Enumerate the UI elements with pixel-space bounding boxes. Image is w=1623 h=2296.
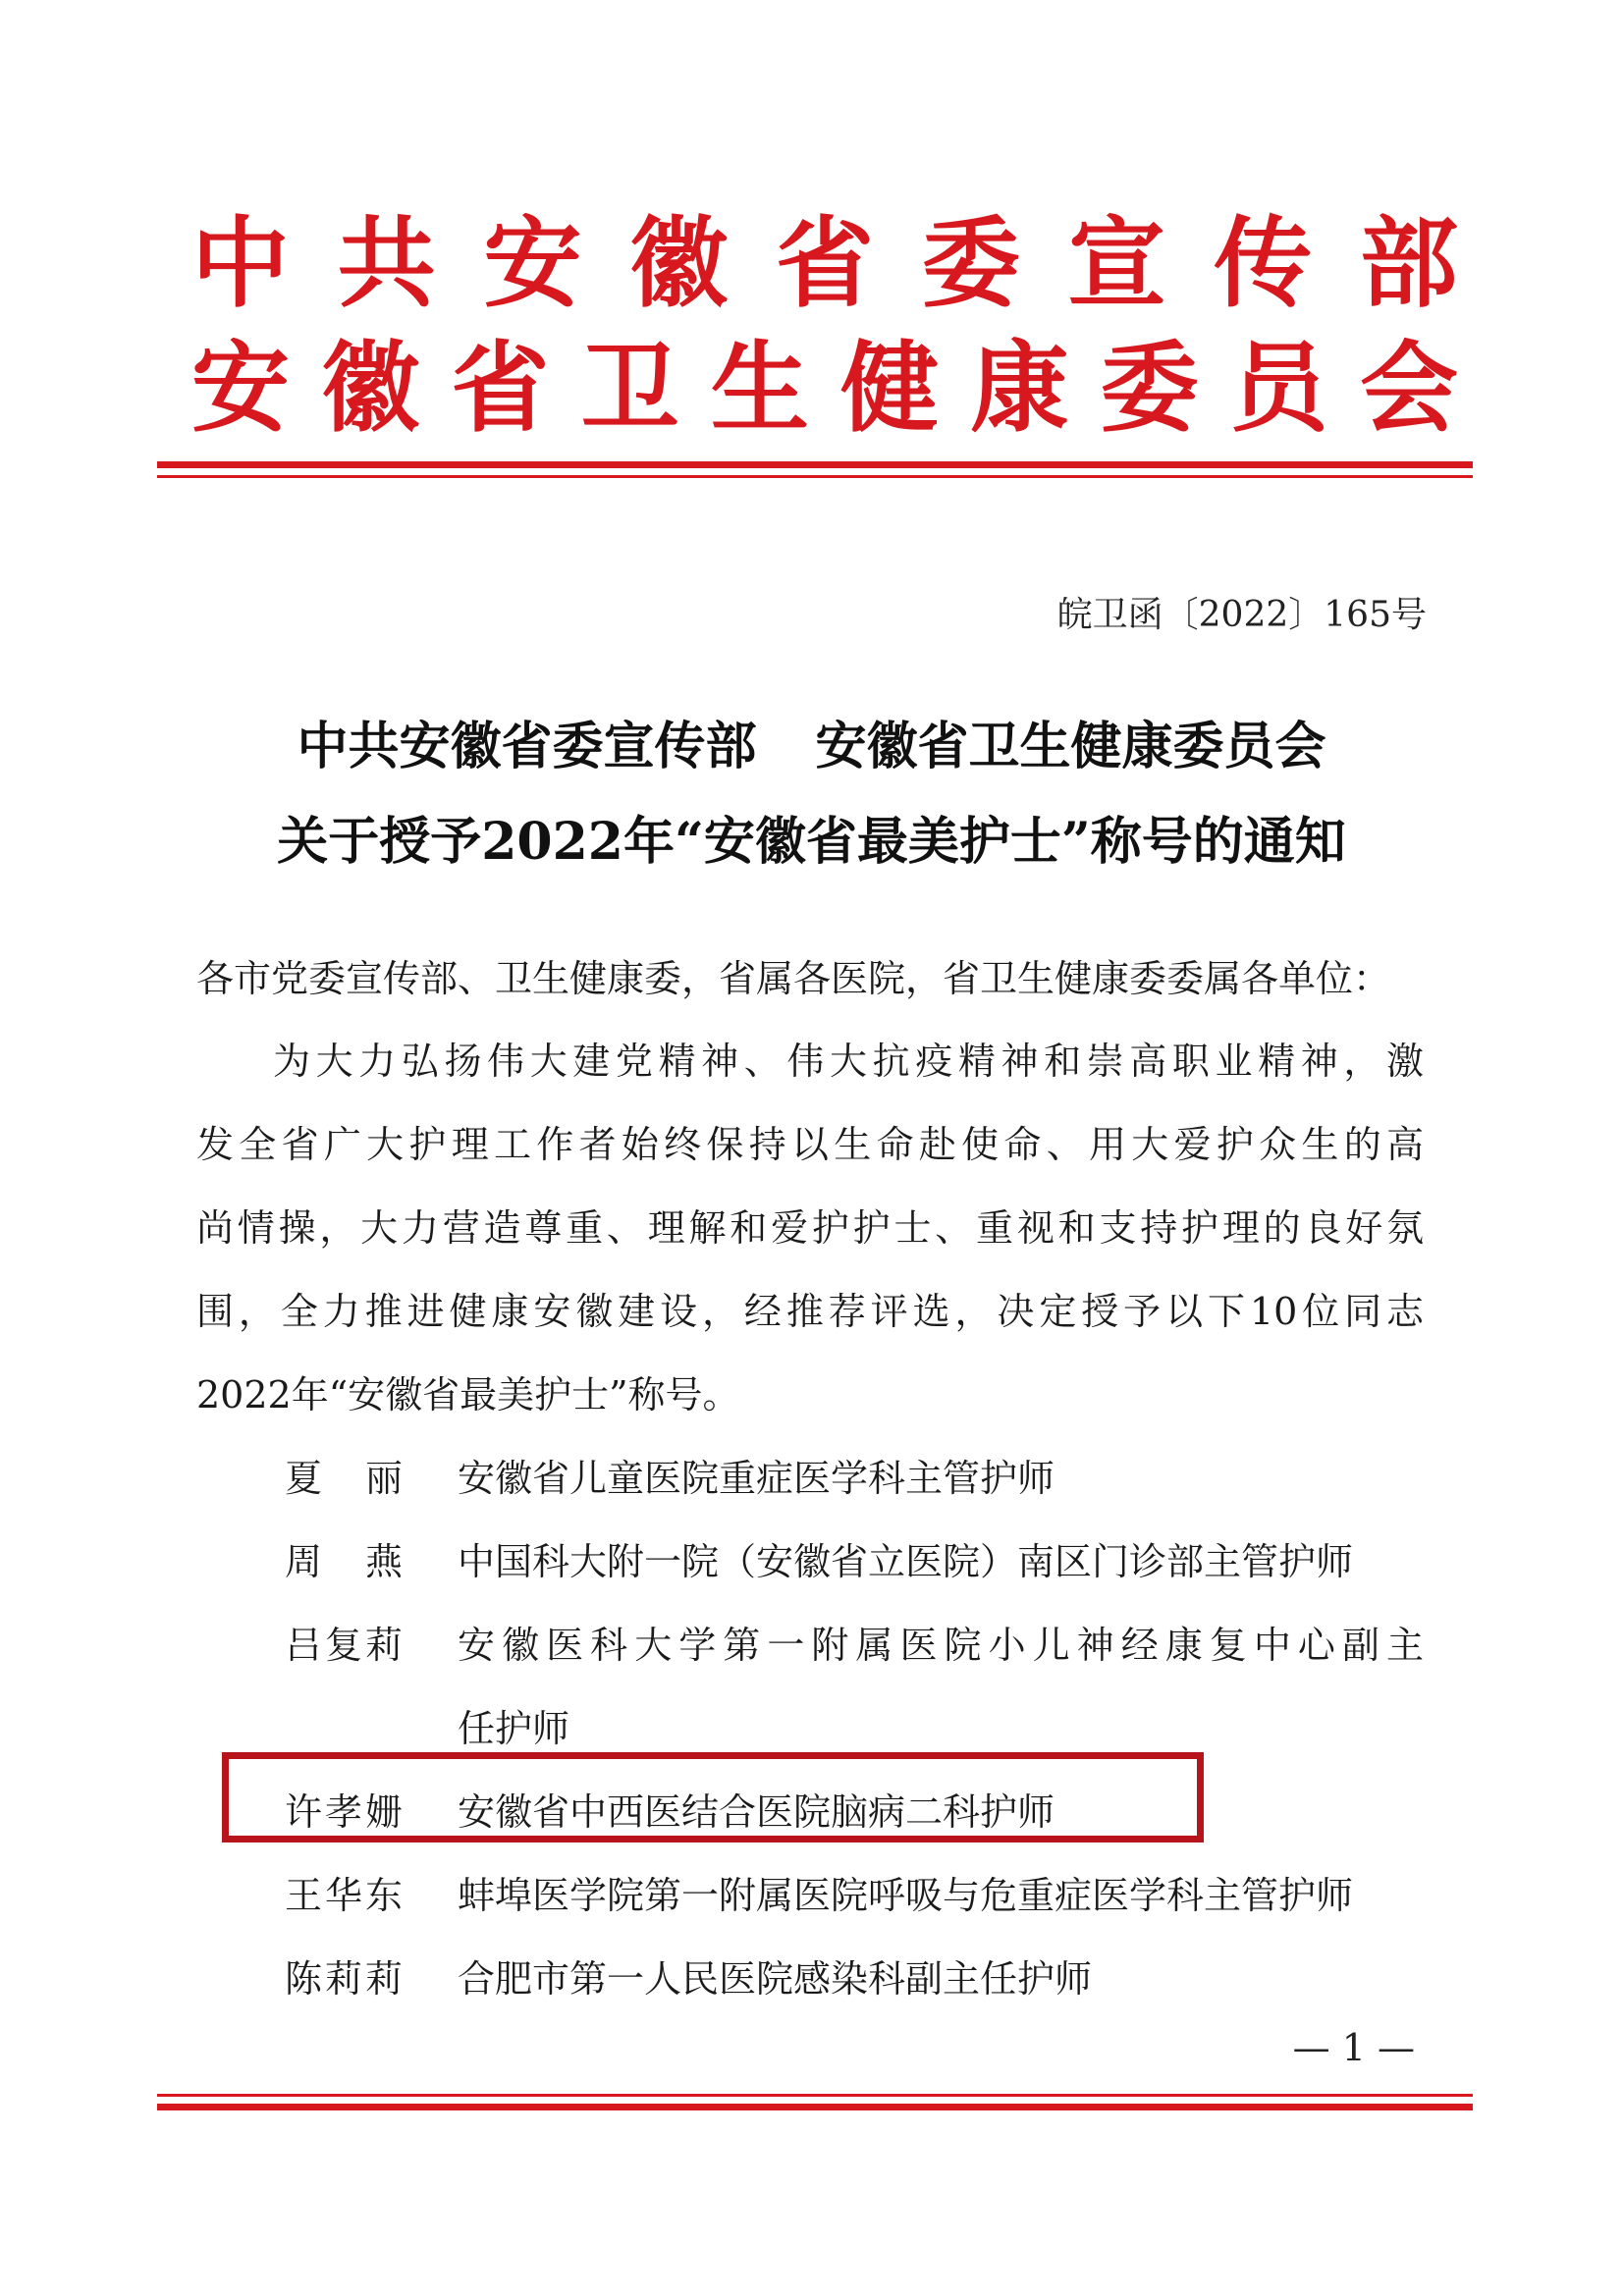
document-number: 皖卫函〔2022〕165号: [1056, 595, 1427, 635]
honoree-org-6: 合肥市第一人民医院感染科副主任护师: [458, 1957, 1093, 2001]
title-line-1: [0, 705, 1623, 778]
top-rule-thick: [157, 461, 1473, 468]
bottom-rule-thick: [157, 2104, 1473, 2110]
honoree-org-5: 蚌埠医学院第一附属医院呼吸与危重症医学科主管护师: [458, 1874, 1354, 1917]
honoree-org-2: 中国科大附一院（安徽省立医院）南区门诊部主管护师: [458, 1540, 1354, 1583]
letterhead-line-1: 中共安徽省委宣传部: [191, 205, 1458, 321]
honoree-name-2: 周燕: [285, 1540, 403, 1583]
bottom-rule-thin: [157, 2094, 1473, 2097]
honoree-name-5: 王华东: [285, 1874, 403, 1917]
body-line-5: 2022年“安徽省最美护士”称号。: [196, 1373, 740, 1416]
top-rule-thin: [157, 475, 1473, 478]
title-issuer-1: 中共安徽省委宣传部: [297, 717, 757, 776]
salutation: 各市党委宣传部、卫生健康委，省属各医院，省卫生健康委委属各单位：: [196, 957, 1391, 1000]
honoree-org-3-line-1: 安徽医科大学第一附属医院小儿神经康复中心副主: [458, 1624, 1424, 1667]
highlight-box: [222, 1752, 1204, 1842]
honoree-name-3: 吕复莉: [285, 1624, 403, 1667]
title-issuer-2: 安徽省卫生健康委员会: [815, 717, 1326, 776]
body-line-1: 为大力弘扬伟大建党精神、伟大抗疫精神和崇高职业精神，激: [273, 1040, 1424, 1083]
honoree-org-3-line-2: 任护师: [458, 1707, 570, 1750]
page-number: — 1 —: [1292, 2026, 1415, 2069]
honoree-org-4: 安徽省中西医结合医院脑病二科护师: [458, 1790, 1055, 1834]
letterhead-line-2: 安徽省卫生健康委员会: [191, 330, 1458, 446]
honoree-org-1: 安徽省儿童医院重症医学科主管护师: [458, 1457, 1055, 1500]
title-line-2: 关于授予2022年“安徽省最美护士”称号的通知: [277, 812, 1346, 872]
body-line-3: 尚情操，大力营造尊重、理解和爱护护士、重视和支持护理的良好氛: [196, 1206, 1424, 1250]
body-line-4: 围，全力推进健康安徽建设，经推荐评选，决定授予以下10位同志: [196, 1290, 1424, 1333]
honoree-name-6: 陈莉莉: [285, 1957, 403, 2001]
honoree-name-4: 许孝姗: [285, 1790, 403, 1834]
body-line-2: 发全省广大护理工作者始终保持以生命赴使命、用大爱护众生的高: [196, 1123, 1424, 1166]
honoree-name-1: 夏丽: [285, 1457, 403, 1500]
